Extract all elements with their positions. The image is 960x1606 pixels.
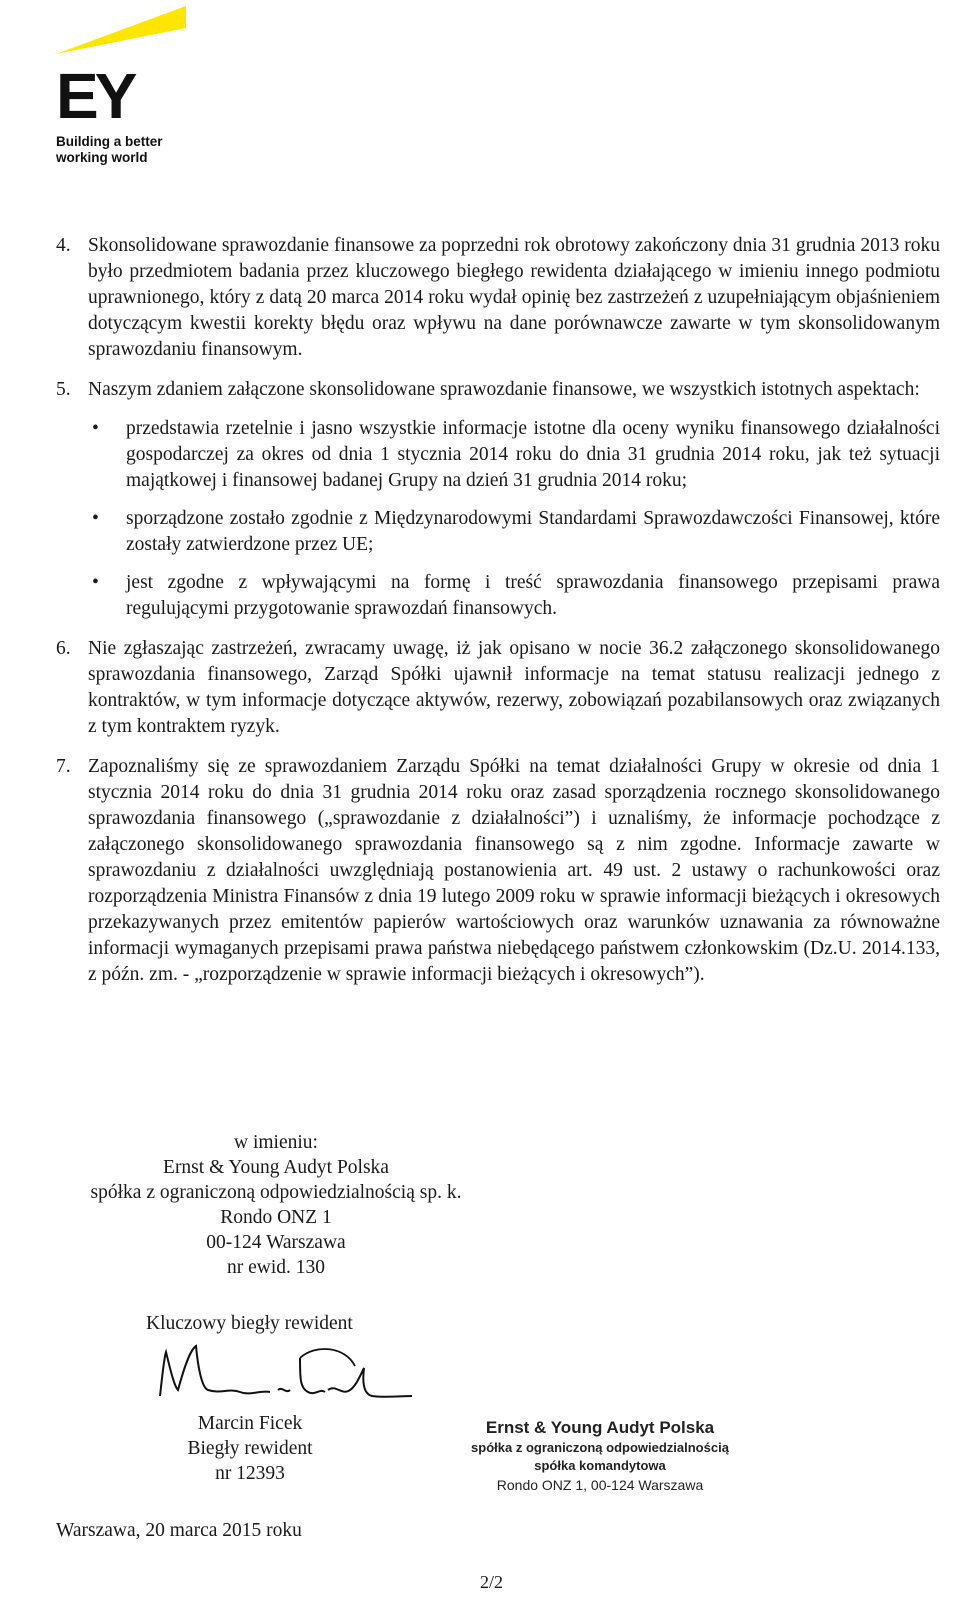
signer-role: Biegły rewident [187,1438,313,1459]
paragraph-number: 7. [56,756,71,777]
paragraph-number: 4. [56,235,71,256]
firm-legal-form: spółka z ograniczoną odpowiedzialnością sp. k. [90,1182,462,1203]
ey-beam-icon [56,6,196,66]
opinion-bullet-list [88,416,940,622]
paragraph-text: Skonsolidowane sprawozdanie finansowe za poprzedni rok obrotowy zakończony dnia 31 grudnia 2013 roku było przedmiotem badania przez kluczowego biegłego rewidenta działającego w imieniu innego podmiotu uprawnionego, który z datą 20 marca 2014 roku wydał opinię bez zastrzeżeń z uzupełniającym objaśnieniem dotyczącym kwestii korekty błędu oraz wpływu na dane porównawcze zawarte w tym skonsolidowanym sprawozdaniu finansowym. [88,235,940,360]
list-item: • sporządzone zostało zgodnie z Międzynarodowymi Standardami Sprawozdawczości Finansowej, które zostały zatwierdzone przez UE; [88,506,940,558]
logo-tagline-line1: Building a better [56,134,163,149]
on-behalf-label: w imieniu: [234,1132,318,1153]
firm-name: Ernst & Young Audyt Polska [163,1157,389,1178]
list-item: • jest zgodne z wpływającymi na formę i treść sprawozdania finansowego przepisami prawa regulującymi przygotowanie sprawozdań finansowych. [88,570,940,622]
paragraph-text: Zapoznaliśmy się ze sprawozdaniem Zarządu Spółki na temat działalności Grupy w okresie od dnia 1 stycznia 2014 roku do dnia 31 grudnia 2014 roku oraz zasad sporządzenia rocznego skonsolidowanego sprawozdania finansowego („sprawozdanie z działalności”) i uznaliśmy, że informacje pochodzące z załączonego skonsolidowanego sprawozdania finansowego są z nim zgodne. Informacje zawarte w sprawozdaniu z działalności uwzględniają postanowienia art. 49 ust. 2 ustawy o rachunkowości oraz rozporządzenia Ministra Finansów z dnia 19 lutego 2009 roku w sprawie informacji bieżących i okresowych przekazywanych przez emitentów papierów wartościowych oraz warunków uznawania za równoważne informacji wymaganych przepisami prawa państwa niebędącego państwem członkowskim (Dz.U. 2014.133, z późn. zm. - „rozporządzenie w sprawie informacji bieżących i okresowych”). [88,756,940,985]
firm-street: Rondo ONZ 1 [220,1207,332,1228]
signer-info [150,1411,350,1486]
paragraph-number: 5. [56,379,71,400]
paragraph-6 [56,636,940,740]
stamp-line: spółka z ograniczoną odpowiedzialnością [471,1440,729,1455]
logo-tagline-line2: working world [56,150,148,165]
handwritten-signature [150,1338,420,1413]
key-auditor-label: Kluczowy biegły rewident [146,1313,353,1334]
firm-city: 00-124 Warszawa [206,1232,346,1253]
firm-registry-number: nr ewid. 130 [226,1257,326,1278]
paragraph-number: 6. [56,638,71,659]
stamp-line: spółka komandytowa [534,1458,666,1473]
document-body [56,233,940,1002]
paragraph-7 [56,754,940,988]
paragraph-5 [56,377,940,622]
page-number: 2/2 [480,1572,504,1592]
firm-signature-block [56,1130,496,1280]
stamp-line: Rondo ONZ 1, 00-124 Warszawa [496,1477,704,1493]
stamp-line: Ernst & Young Audyt Polska [485,1418,715,1437]
company-stamp [430,1417,770,1495]
signer-number: nr 12393 [215,1463,285,1484]
logo-brand: EY [56,60,134,132]
place-and-date: Warszawa, 20 marca 2015 roku [56,1520,302,1541]
signer-name: Marcin Ficek [197,1413,303,1434]
ey-logo [56,6,206,166]
paragraph-4 [56,233,940,363]
list-item: • przedstawia rzetelnie i jasno wszystkie informacje istotne dla oceny wyniku finansowego działalności gospodarczej za okres od dnia 1 stycznia 2014 roku do dnia 31 grudnia 2014 roku, jak też sytuacji majątkowej i finansowej badanej Grupy na dzień 31 grudnia 2014 roku; [88,416,940,494]
logo-tagline [56,134,163,166]
paragraph-text: Naszym zdaniem załączone skonsolidowane sprawozdanie finansowe, we wszystkich istotnych aspektach: [88,379,920,400]
paragraph-text: Nie zgłaszając zastrzeżeń, zwracamy uwagę, iż jak opisano w nocie 36.2 załączonego skonsolidowanego sprawozdania finansowego, Zarząd Spółki ujawnił informacje na temat statusu realizacji jednego z kontraktów, w tym informacje dotyczące aktywów, rezerwy, zobowiązań pozabilansowych oraz związanych z tym kontraktem ryzyk. [88,638,940,737]
